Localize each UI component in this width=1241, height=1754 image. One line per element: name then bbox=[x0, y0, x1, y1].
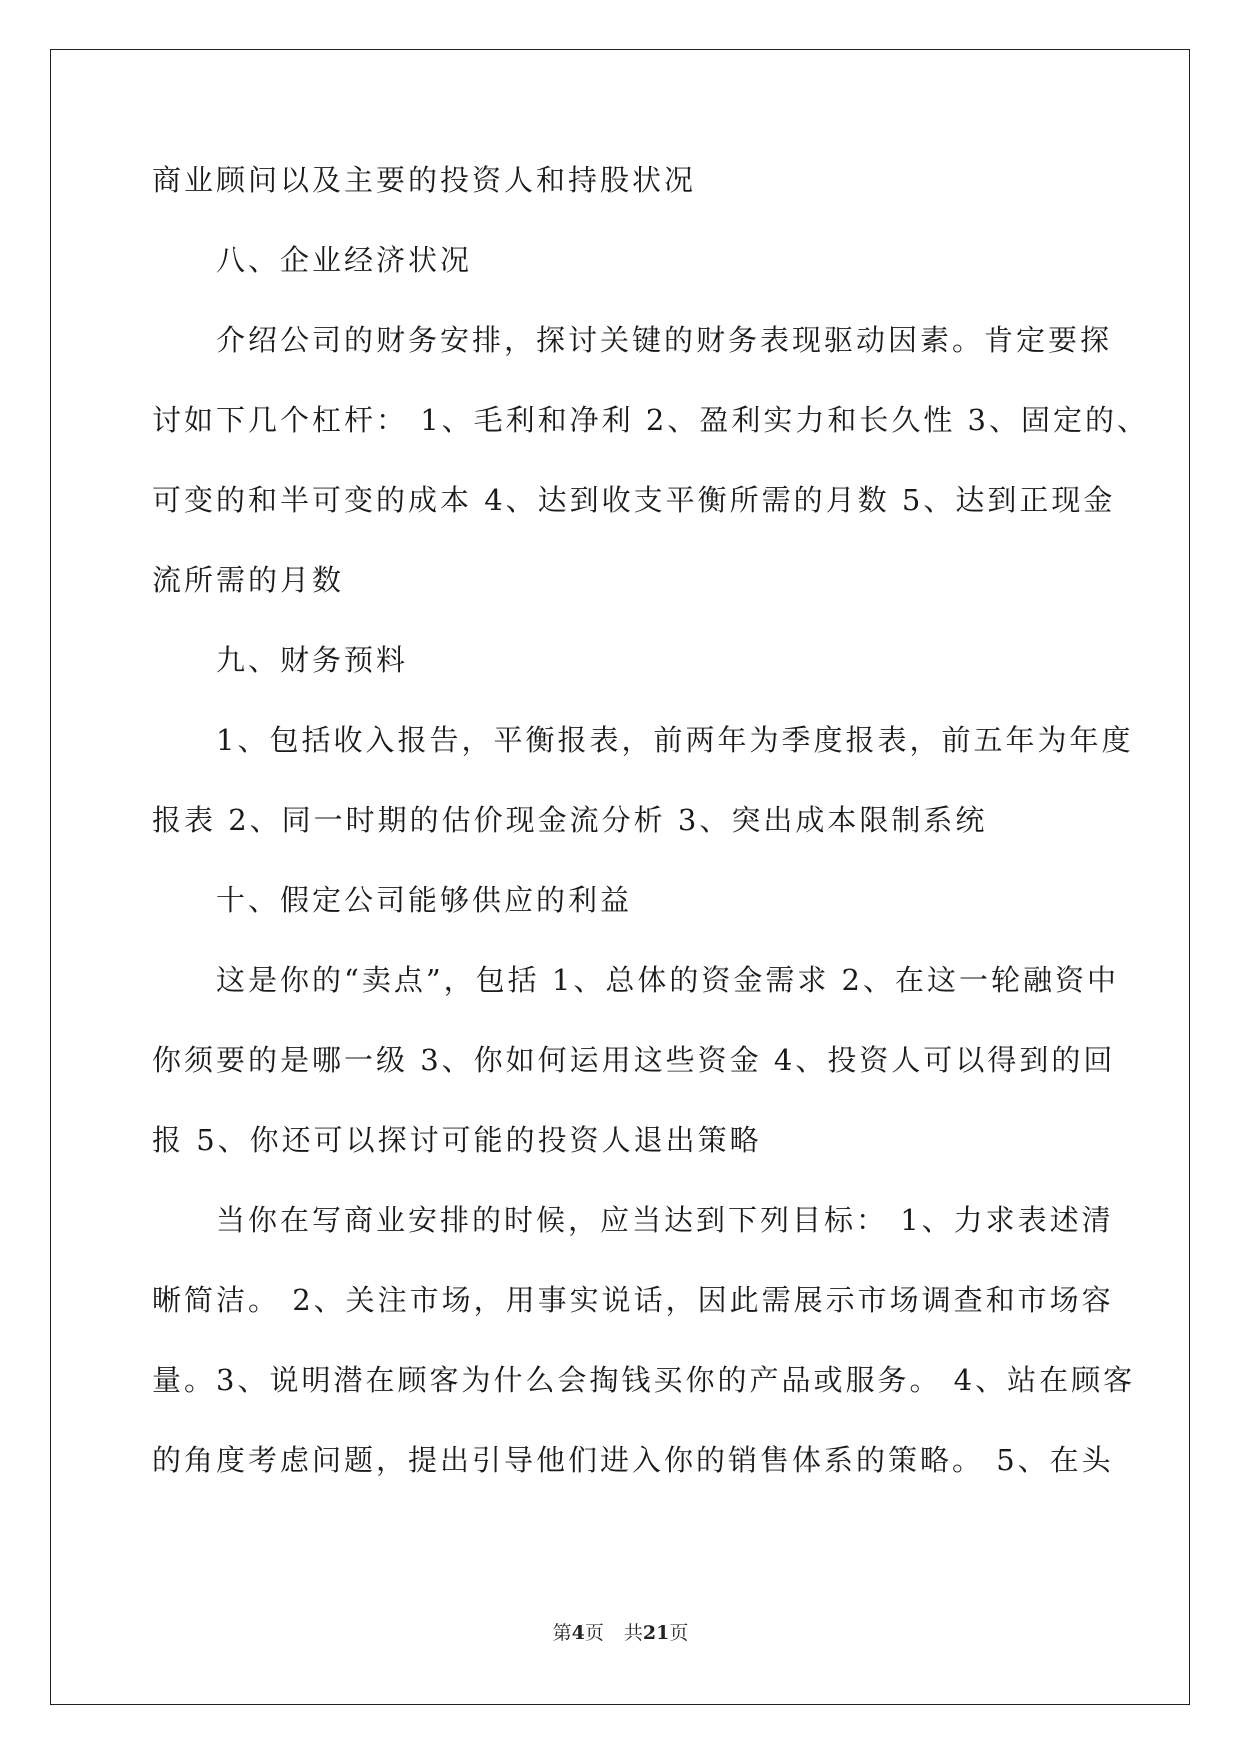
text-line: 你须要的是哪一级 3、你如何运用这些资金 4、投资人可以得到的回 bbox=[152, 1043, 1116, 1077]
text-line: 的角度考虑问题，提出引导他们进入你的销售体系的策略。 5、在头 bbox=[152, 1443, 1114, 1477]
text-line: 1、包括收入报告，平衡报表，前两年为季度报表，前五年为年度 bbox=[216, 723, 1134, 757]
text-line: 讨如下几个杠杆： 1、毛利和净利 2、盈利实力和长久性 3、固定的、 bbox=[152, 403, 1150, 437]
text-line: 当你在写商业安排的时候，应当达到下列目标： 1、力求表述清 bbox=[216, 1203, 1114, 1237]
text-line: 流所需的月数 bbox=[152, 563, 345, 597]
text-line: 商业顾问以及主要的投资人和持股状况 bbox=[152, 163, 697, 197]
document-body bbox=[152, 160, 1150, 1520]
current-page-number: 4 bbox=[571, 1622, 585, 1644]
footer-total-prefix: 共 bbox=[623, 1622, 643, 1644]
footer-prefix: 第 bbox=[552, 1622, 572, 1644]
section-heading: 八、企业经济状况 bbox=[216, 243, 473, 277]
section-heading: 十、假定公司能够供应的利益 bbox=[216, 883, 633, 917]
text-line: 可变的和半可变的成本 4、达到收支平衡所需的月数 5、达到正现金 bbox=[152, 483, 1116, 517]
total-pages-number: 21 bbox=[642, 1622, 670, 1644]
text-line: 这是你的“卖点”，包括 1、总体的资金需求 2、在这一轮融资中 bbox=[216, 963, 1119, 997]
page-footer bbox=[0, 1620, 1241, 1646]
text-line: 晰简洁。 2、关注市场，用事实说话，因此需展示市场调查和市场容 bbox=[152, 1283, 1114, 1317]
text-line: 介绍公司的财务安排，探讨关键的财务表现驱动因素。肯定要探 bbox=[216, 323, 1113, 357]
text-line: 报 5、你还可以探讨可能的投资人退出策略 bbox=[152, 1123, 762, 1157]
footer-page-suffix: 页 bbox=[584, 1622, 604, 1644]
text-line: 报表 2、同一时期的估价现金流分析 3、突出成本限制系统 bbox=[152, 803, 988, 837]
footer-total-suffix: 页 bbox=[669, 1622, 689, 1644]
section-heading: 九、财务预料 bbox=[216, 643, 409, 677]
text-line: 量。3、说明潜在顾客为什么会掏钱买你的产品或服务。 4、站在顾客 bbox=[152, 1363, 1136, 1397]
